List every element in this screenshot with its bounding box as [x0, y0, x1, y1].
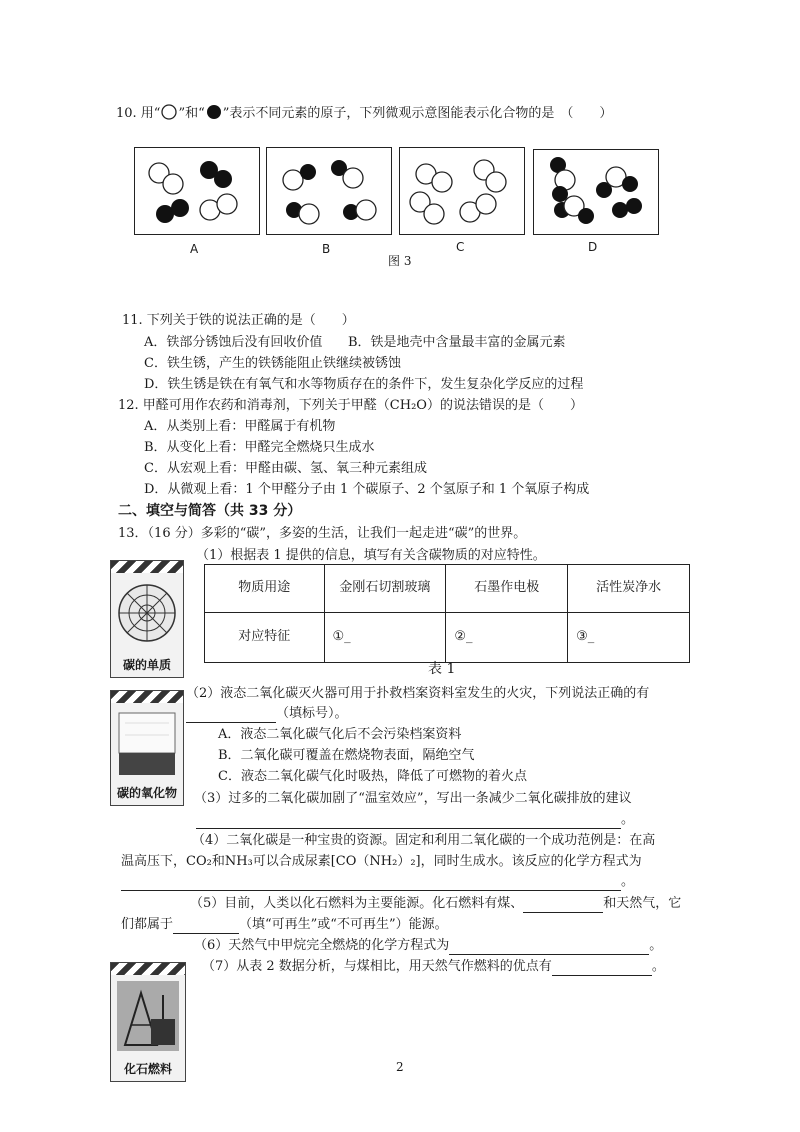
- answer-blank-6[interactable]: [449, 940, 649, 955]
- answer-blank-2[interactable]: [186, 708, 276, 723]
- q13-p1: （1）根据表 1 提供的信息，填写有关含碳物质的对应特性。: [196, 548, 546, 563]
- q13-stem: 13．（16 分）多彩的“碳”，多姿的生活，让我们一起走进“碳”的世界。: [118, 526, 527, 541]
- option-d-molecules: [534, 150, 658, 234]
- fullerene-icon: [111, 573, 183, 653]
- sticker-label-carbon-oxide: 碳的氧化物: [116, 786, 177, 801]
- option-c-molecules: [400, 148, 524, 234]
- white-atom-icon: [160, 104, 178, 120]
- q13-p7: （7）从表 2 数据分析，与煤相比，用天然气作燃料的优点有 。: [202, 959, 665, 974]
- q11-option-b: B．铁是地壳中含量最丰富的金属元素: [348, 335, 566, 350]
- answer-field-1[interactable]: ①_: [324, 613, 446, 663]
- option-b-box: [266, 147, 392, 235]
- answer-field-3[interactable]: ③_: [568, 613, 690, 663]
- sticker-label-fossil-fuel: 化石燃料: [123, 1062, 172, 1077]
- q13-p2-line2: （填标号）。: [186, 706, 348, 723]
- table-1: [204, 564, 690, 663]
- option-b-label: B: [322, 242, 331, 256]
- q12-option-b: B．从变化上看：甲醛完全燃烧只生成水: [144, 440, 375, 455]
- option-a-box: [134, 147, 260, 235]
- option-b-molecules: [267, 148, 391, 234]
- q12-stem: 12. 甲醛可用作农药和消毒剂，下列关于甲醛（CH₂O）的说法错误的是（ ）: [118, 398, 583, 413]
- answer-blank-3[interactable]: [196, 814, 621, 829]
- q10-stem: 10. 用“ ”和“ ”表示不同元素的原子，下列微观示意图能表示化合物的是 （ ）: [116, 106, 613, 121]
- table-cell: 物质用途: [205, 565, 325, 613]
- option-a-molecules: [135, 148, 259, 234]
- q13-p2-line1: （2）液态二氧化碳灭火器可用于扑救档案资料室发生的火灾，下列说法正确的有: [186, 686, 650, 701]
- answer-blank-7[interactable]: [552, 961, 652, 976]
- q13-p5-line1: （5）目前，人类以化石燃料为主要能源。化石燃料有煤、 和天然气，它: [190, 896, 682, 911]
- q12-option-a: A．从类别上看：甲醛属于有机物: [144, 419, 336, 434]
- answer-blank-5a[interactable]: [523, 898, 603, 913]
- option-c-label: C: [456, 240, 465, 254]
- sticker-label-carbon-element: 碳的单质: [122, 658, 171, 673]
- q12-option-c: C．从宏观上看：甲醛由碳、氢、氧三种元素组成: [144, 461, 427, 476]
- sticker-carbon-oxide: [110, 690, 184, 806]
- q13-p4-line2: 温高压下，CO₂和NH₃可以合成尿素[CO（NH₂）₂]，同时生成水。该反应的化学方程式为: [121, 854, 642, 869]
- sticker-carbon-element: [110, 560, 184, 678]
- q13-p3: （3）过多的二氧化碳加剧了“温室效应”，写出一条减少二氧化碳排放的建议: [194, 791, 632, 806]
- q13-p6: （6）天然气中甲烷完全燃烧的化学方程式为 。: [194, 938, 663, 953]
- table-1-caption: 表 1: [428, 661, 456, 677]
- q12-option-d: D．从微观上看：1 个甲醛分子由 1 个碳原子、2 个氢原子和 1 个氧原子构成: [144, 482, 590, 497]
- table-cell: 金刚石切割玻璃: [324, 565, 446, 613]
- answer-blank-4[interactable]: [121, 876, 621, 891]
- answer-blank-5b[interactable]: [173, 919, 239, 934]
- oil-rig-icon: [111, 975, 185, 1057]
- option-d-box: [533, 149, 659, 235]
- q11-option-a: A．铁部分锈蚀后没有回收价值: [144, 335, 323, 350]
- figure-label: 图 3: [388, 254, 412, 268]
- table-row: [205, 613, 690, 663]
- table-cell: 活性炭净水: [568, 565, 690, 613]
- q13-p4-answer-line: 。: [121, 874, 634, 891]
- q13-p2-option-a: A．液态二氧化碳气化后不会污染档案资料: [218, 727, 462, 742]
- black-atom-icon: [205, 104, 223, 120]
- option-a-label: A: [190, 242, 199, 256]
- q13-p3-answer-line: 。: [196, 812, 634, 829]
- table-cell: 石墨作电极: [446, 565, 568, 613]
- q13-p5-line2: 们都属于 （填“可再生”或“不可再生”）能源。: [121, 917, 448, 932]
- sticker-fossil-fuel: [110, 962, 186, 1082]
- q11-stem: 11. 下列关于铁的说法正确的是（ ）: [122, 313, 355, 328]
- table-cell: 对应特征: [205, 613, 325, 663]
- q13-p2-option-b: B．二氧化碳可覆盖在燃烧物表面，隔绝空气: [218, 748, 475, 763]
- q11-option-c: C．铁生锈，产生的铁锈能阻止铁继续被锈蚀: [144, 356, 401, 371]
- page-number: 2: [396, 1060, 404, 1074]
- q13-p4-line1: （4）二氧化碳是一种宝贵的资源。固定和利用二氧化碳的一个成功范例是：在高: [192, 833, 656, 848]
- table-row: [205, 565, 690, 613]
- dry-ice-icon: [111, 703, 183, 783]
- option-c-box: [399, 147, 525, 235]
- section-2-title: 二、填空与简答（共 33 分）: [118, 503, 302, 519]
- q13-p2-option-c: C．液态二氧化碳气化时吸热，降低了可燃物的着火点: [218, 769, 527, 784]
- q11-option-d: D．铁生锈是铁在有氧气和水等物质存在的条件下，发生复杂化学反应的过程: [144, 377, 584, 392]
- answer-field-2[interactable]: ②_: [446, 613, 568, 663]
- option-d-label: D: [588, 240, 598, 254]
